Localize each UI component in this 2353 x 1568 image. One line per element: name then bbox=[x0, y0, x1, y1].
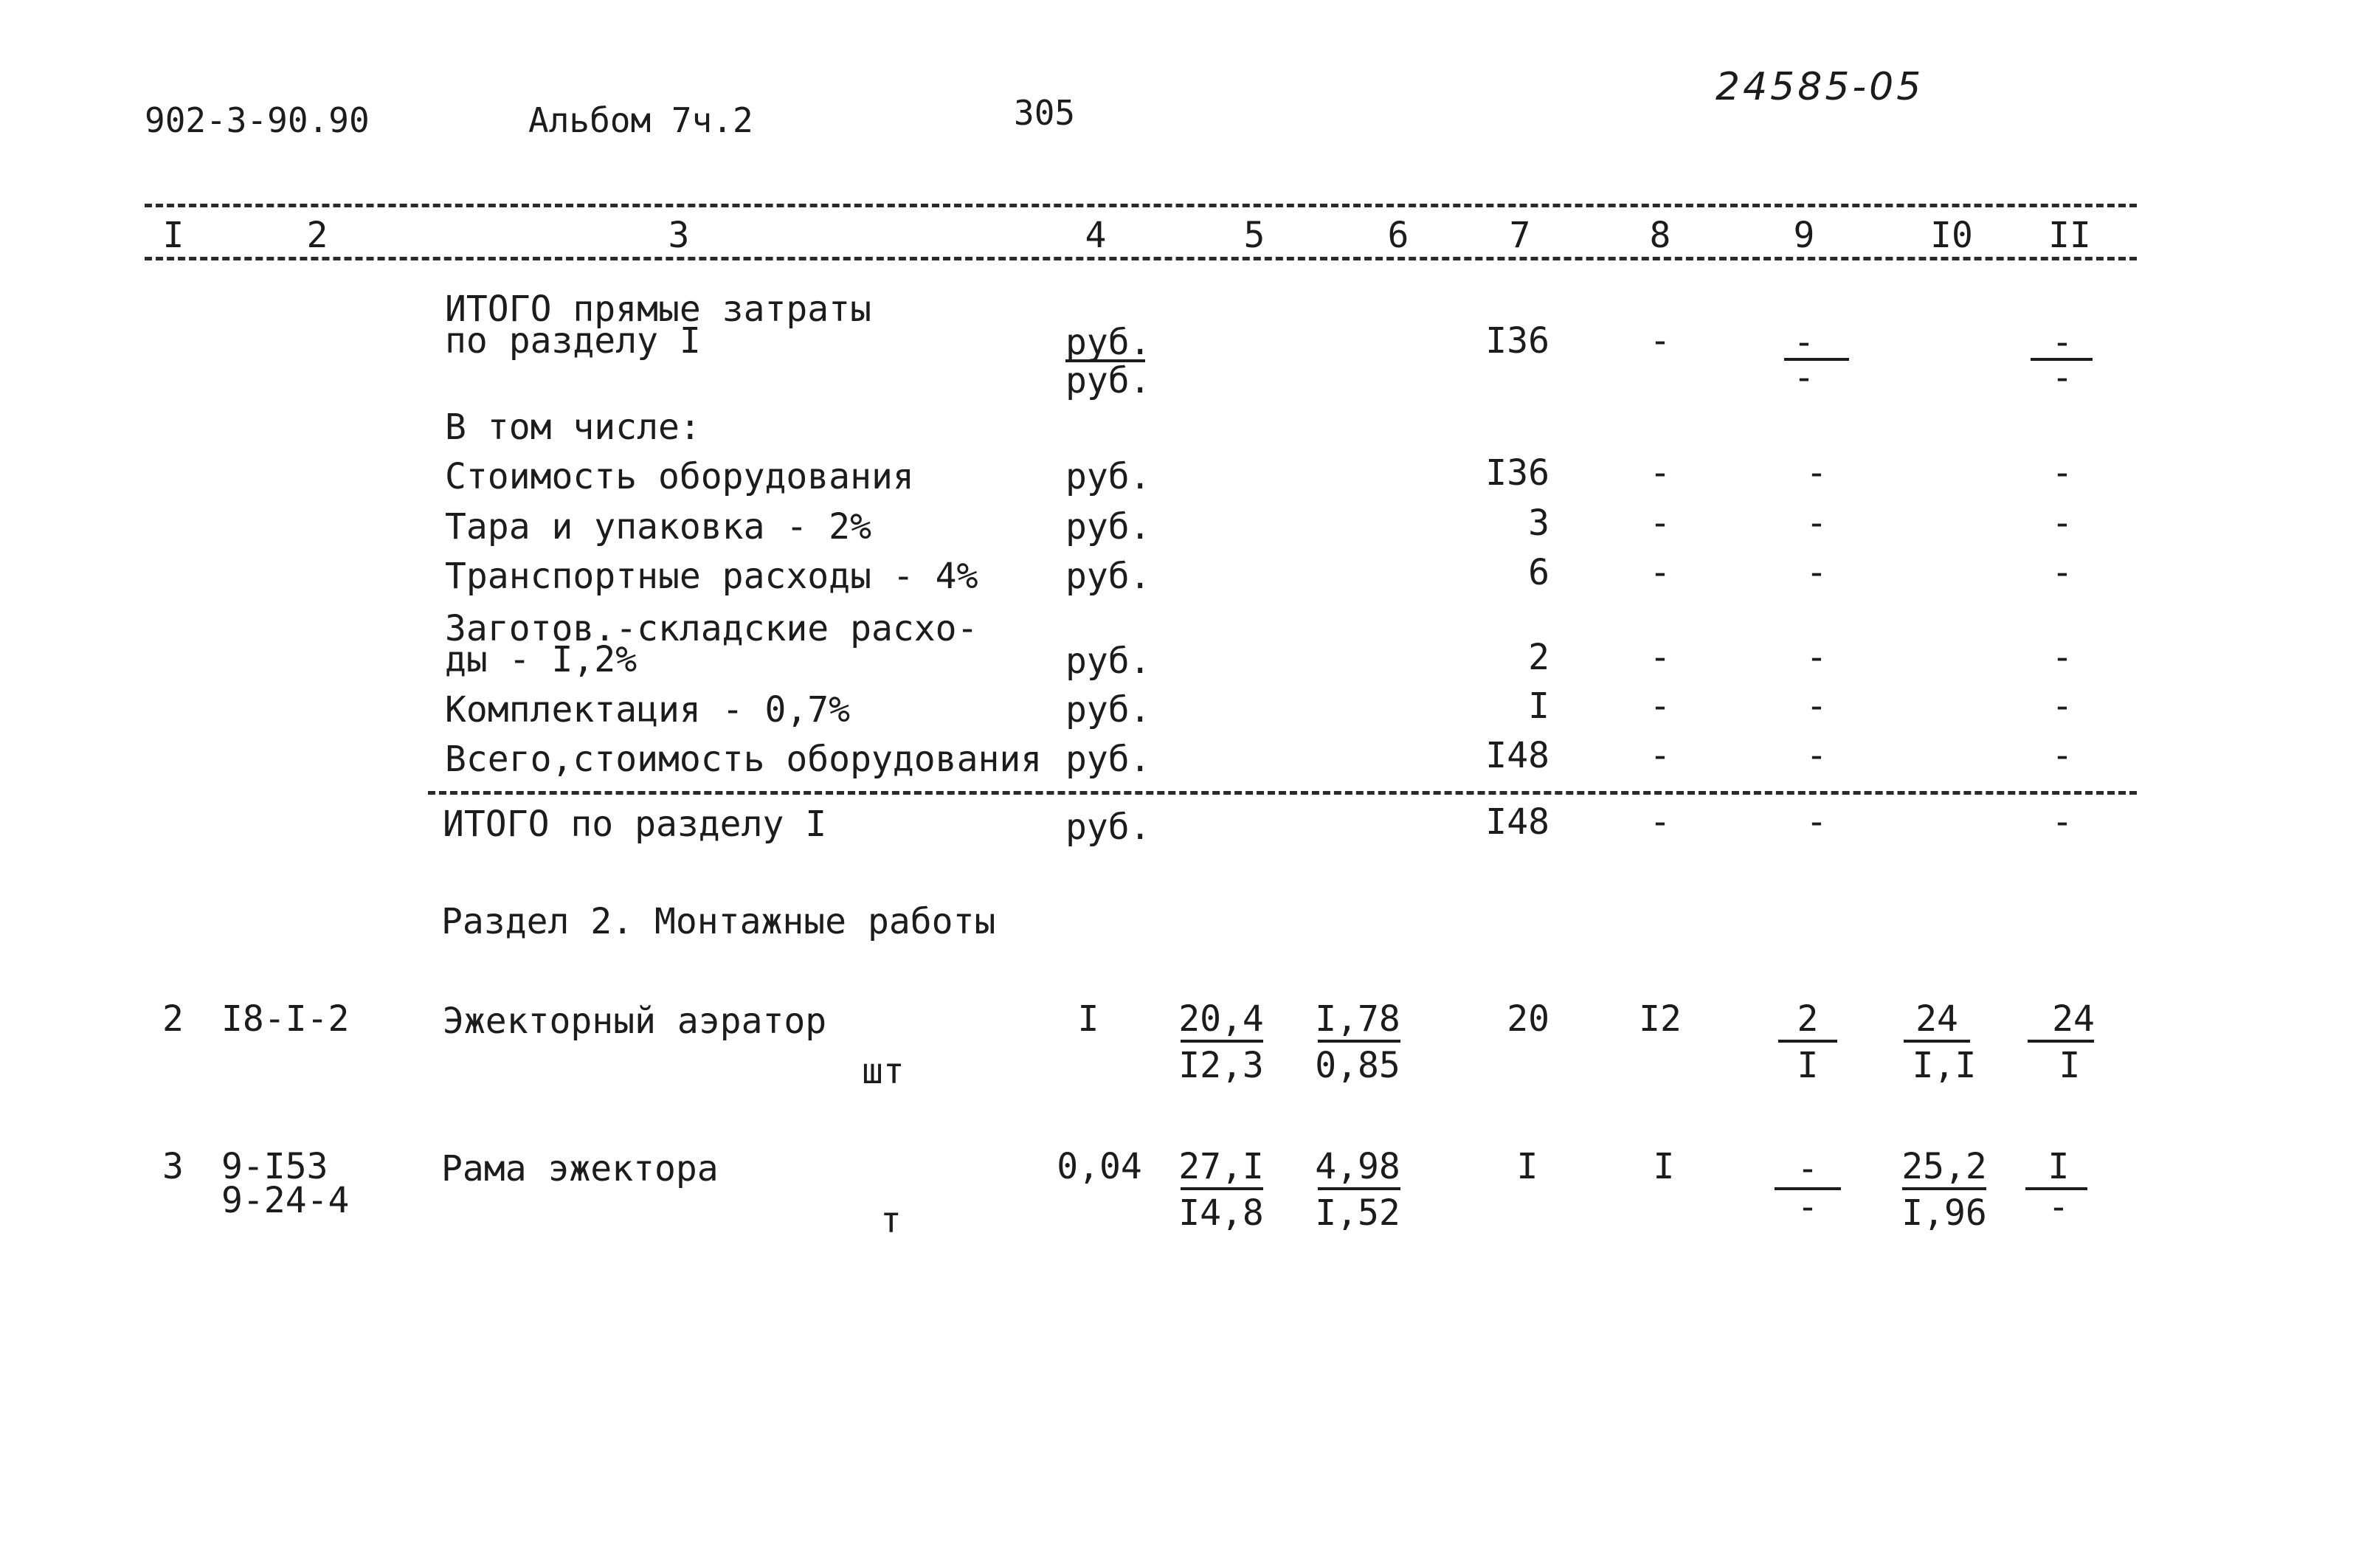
cost-row-col7: I48 bbox=[1485, 735, 1549, 776]
cost-row-col11: - bbox=[2051, 685, 2073, 727]
row-number: 2 bbox=[162, 998, 184, 1040]
cost-row-col9: - bbox=[1806, 452, 1828, 494]
fraction-line bbox=[1904, 1040, 1970, 1043]
row-name: Рама эжектора bbox=[441, 1148, 719, 1189]
album-label: Альбом 7ч.2 bbox=[528, 100, 753, 140]
column-header-9: 9 bbox=[1793, 215, 1815, 256]
column-header-10: I0 bbox=[1930, 215, 1973, 256]
row-col4: 0,04 bbox=[1057, 1146, 1142, 1187]
cost-row-col11: - bbox=[2051, 452, 2073, 494]
cost-row-col8: - bbox=[1649, 735, 1671, 776]
document-code: 902-3-90.90 bbox=[145, 100, 370, 140]
row-name: Эжекторный аэратор bbox=[443, 1001, 827, 1042]
cost-row-col9: - bbox=[1806, 735, 1828, 776]
section-total-col7: I48 bbox=[1485, 801, 1549, 843]
cost-row-col11: - bbox=[2051, 502, 2073, 544]
column-header-7: 7 bbox=[1509, 215, 1531, 256]
row-col5-bottom: I2,3 bbox=[1178, 1045, 1264, 1086]
fraction-line bbox=[1318, 1040, 1400, 1043]
row-col5-top: 27,I bbox=[1178, 1146, 1264, 1187]
row-col11-bottom: - bbox=[2048, 1187, 2070, 1228]
cost-row-col7: I36 bbox=[1485, 452, 1549, 494]
row-col10-top: 25,2 bbox=[1901, 1146, 1987, 1187]
row-col5-bottom: I4,8 bbox=[1178, 1192, 1264, 1234]
row-col8: I2 bbox=[1639, 998, 1682, 1040]
row-col9-bottom: I bbox=[1797, 1045, 1819, 1086]
row-col6-bottom: I,52 bbox=[1315, 1192, 1400, 1234]
column-header-4: 4 bbox=[1085, 215, 1107, 256]
column-header-1: I bbox=[162, 215, 184, 256]
cost-row-col8: - bbox=[1649, 502, 1671, 544]
row-code-line1: 9-I53 bbox=[221, 1146, 328, 1187]
row-col4: I bbox=[1077, 998, 1099, 1040]
row-code: I8-I-2 bbox=[221, 998, 350, 1040]
column-header-5: 5 bbox=[1243, 215, 1265, 256]
fraction-line bbox=[1181, 1187, 1263, 1190]
total-direct-col11-top: - bbox=[2051, 322, 2073, 363]
total-direct-label-line1: ИТОГО прямые затраты bbox=[445, 289, 871, 330]
total-direct-unit-bottom: руб. bbox=[1065, 360, 1151, 401]
cost-row-name: Комплектация - 0,7% bbox=[445, 689, 851, 731]
fraction-line bbox=[1778, 1040, 1837, 1043]
total-direct-label-line2: по разделу I bbox=[445, 320, 701, 362]
column-header-6: 6 bbox=[1387, 215, 1409, 256]
row-col5-top: 20,4 bbox=[1178, 998, 1264, 1040]
cost-row-col9: - bbox=[1806, 502, 1828, 544]
cost-row-col8: - bbox=[1649, 637, 1671, 678]
column-header-3: 3 bbox=[668, 215, 690, 256]
cost-row-name: Стоимость оборудования bbox=[445, 456, 914, 497]
cost-row-col11: - bbox=[2051, 735, 2073, 776]
cost-row-unit: руб. bbox=[1065, 556, 1151, 597]
cost-row-name: Всего,стоимость оборудования bbox=[445, 739, 1043, 780]
row-col9-top: - bbox=[1797, 1148, 1819, 1189]
total-direct-col9-bottom: - bbox=[1793, 357, 1815, 398]
row-col9-top: 2 bbox=[1797, 998, 1819, 1040]
row-col11-bottom: I bbox=[2059, 1045, 2081, 1086]
cost-row-col8: - bbox=[1649, 452, 1671, 494]
fraction-line bbox=[2028, 1040, 2094, 1043]
row-number: 3 bbox=[162, 1146, 184, 1187]
section-total-unit: руб. bbox=[1065, 807, 1151, 848]
cost-row-name: Тара и упаковка - 2% bbox=[445, 506, 871, 548]
total-direct-col8: - bbox=[1649, 320, 1671, 362]
row-col9-bottom: - bbox=[1797, 1187, 1819, 1228]
cost-row-name-line1: Заготов.-складские расхо- bbox=[445, 608, 978, 649]
section-total-col11: - bbox=[2051, 801, 2073, 843]
fraction-line bbox=[1318, 1187, 1400, 1190]
row-code-line2: 9-24-4 bbox=[221, 1180, 350, 1221]
row-col6-bottom: 0,85 bbox=[1315, 1045, 1400, 1086]
cost-row-unit: руб. bbox=[1065, 640, 1151, 682]
section2-title: Раздел 2. Монтажные работы bbox=[441, 901, 996, 942]
row-col7: 20 bbox=[1507, 998, 1549, 1040]
cost-row-col9: - bbox=[1806, 552, 1828, 593]
row-col10-top: 24 bbox=[1915, 998, 1958, 1040]
column-header-8: 8 bbox=[1649, 215, 1671, 256]
cost-row-col8: - bbox=[1649, 685, 1671, 727]
column-header-2: 2 bbox=[306, 215, 328, 256]
row-col11-top: I bbox=[2048, 1146, 2070, 1187]
row-col10-bottom: I,I bbox=[1912, 1045, 1977, 1086]
cost-row-col8: - bbox=[1649, 552, 1671, 593]
total-direct-col7: I36 bbox=[1485, 320, 1549, 362]
cost-row-name: ды - I,2% bbox=[445, 639, 638, 680]
row-col8: I bbox=[1653, 1146, 1675, 1187]
cost-row-name: Транспортные расходы - 4% bbox=[445, 556, 978, 597]
section-total-col8: - bbox=[1649, 801, 1671, 843]
row-col7: I bbox=[1516, 1146, 1538, 1187]
row-col11-top: 24 bbox=[2052, 998, 2095, 1040]
section-total-col9: - bbox=[1806, 801, 1828, 843]
cost-row-col7: I bbox=[1528, 685, 1549, 727]
fraction-line bbox=[1181, 1040, 1263, 1043]
cost-row-col7: 3 bbox=[1528, 502, 1549, 544]
row-col10-bottom: I,96 bbox=[1901, 1192, 1987, 1234]
cost-row-col7: 6 bbox=[1528, 552, 1549, 593]
cost-row-unit: руб. bbox=[1065, 689, 1151, 731]
cost-row-unit: руб. bbox=[1065, 739, 1151, 780]
section-total-rule bbox=[428, 791, 2137, 795]
total-direct-col9-top: - bbox=[1793, 322, 1815, 363]
fraction-line bbox=[1902, 1187, 1986, 1190]
row-col6-top: I,78 bbox=[1315, 998, 1400, 1040]
cost-row-col11: - bbox=[2051, 552, 2073, 593]
header-rule-bottom bbox=[145, 257, 2137, 260]
cost-row-unit: руб. bbox=[1065, 506, 1151, 548]
column-header-11: II bbox=[2048, 215, 2091, 256]
page-number: 305 bbox=[1014, 93, 1076, 133]
cost-row-col7: 2 bbox=[1528, 637, 1549, 678]
header-rule-top bbox=[145, 204, 2137, 207]
total-direct-unit-top: руб. bbox=[1065, 322, 1151, 363]
including-label: В том числе: bbox=[445, 407, 701, 448]
total-direct-col11-bottom: - bbox=[2051, 357, 2073, 398]
inventory-number: 24585-05 bbox=[1715, 65, 1924, 109]
row-measure: шт bbox=[862, 1051, 905, 1092]
section-total-name: ИТОГО по разделу I bbox=[443, 804, 827, 845]
cost-row-col9: - bbox=[1806, 685, 1828, 727]
cost-row-unit: руб. bbox=[1065, 456, 1151, 497]
cost-row-col9: - bbox=[1806, 637, 1828, 678]
row-col6-top: 4,98 bbox=[1315, 1146, 1400, 1187]
cost-row-col11: - bbox=[2051, 637, 2073, 678]
row-measure: т bbox=[880, 1200, 902, 1241]
